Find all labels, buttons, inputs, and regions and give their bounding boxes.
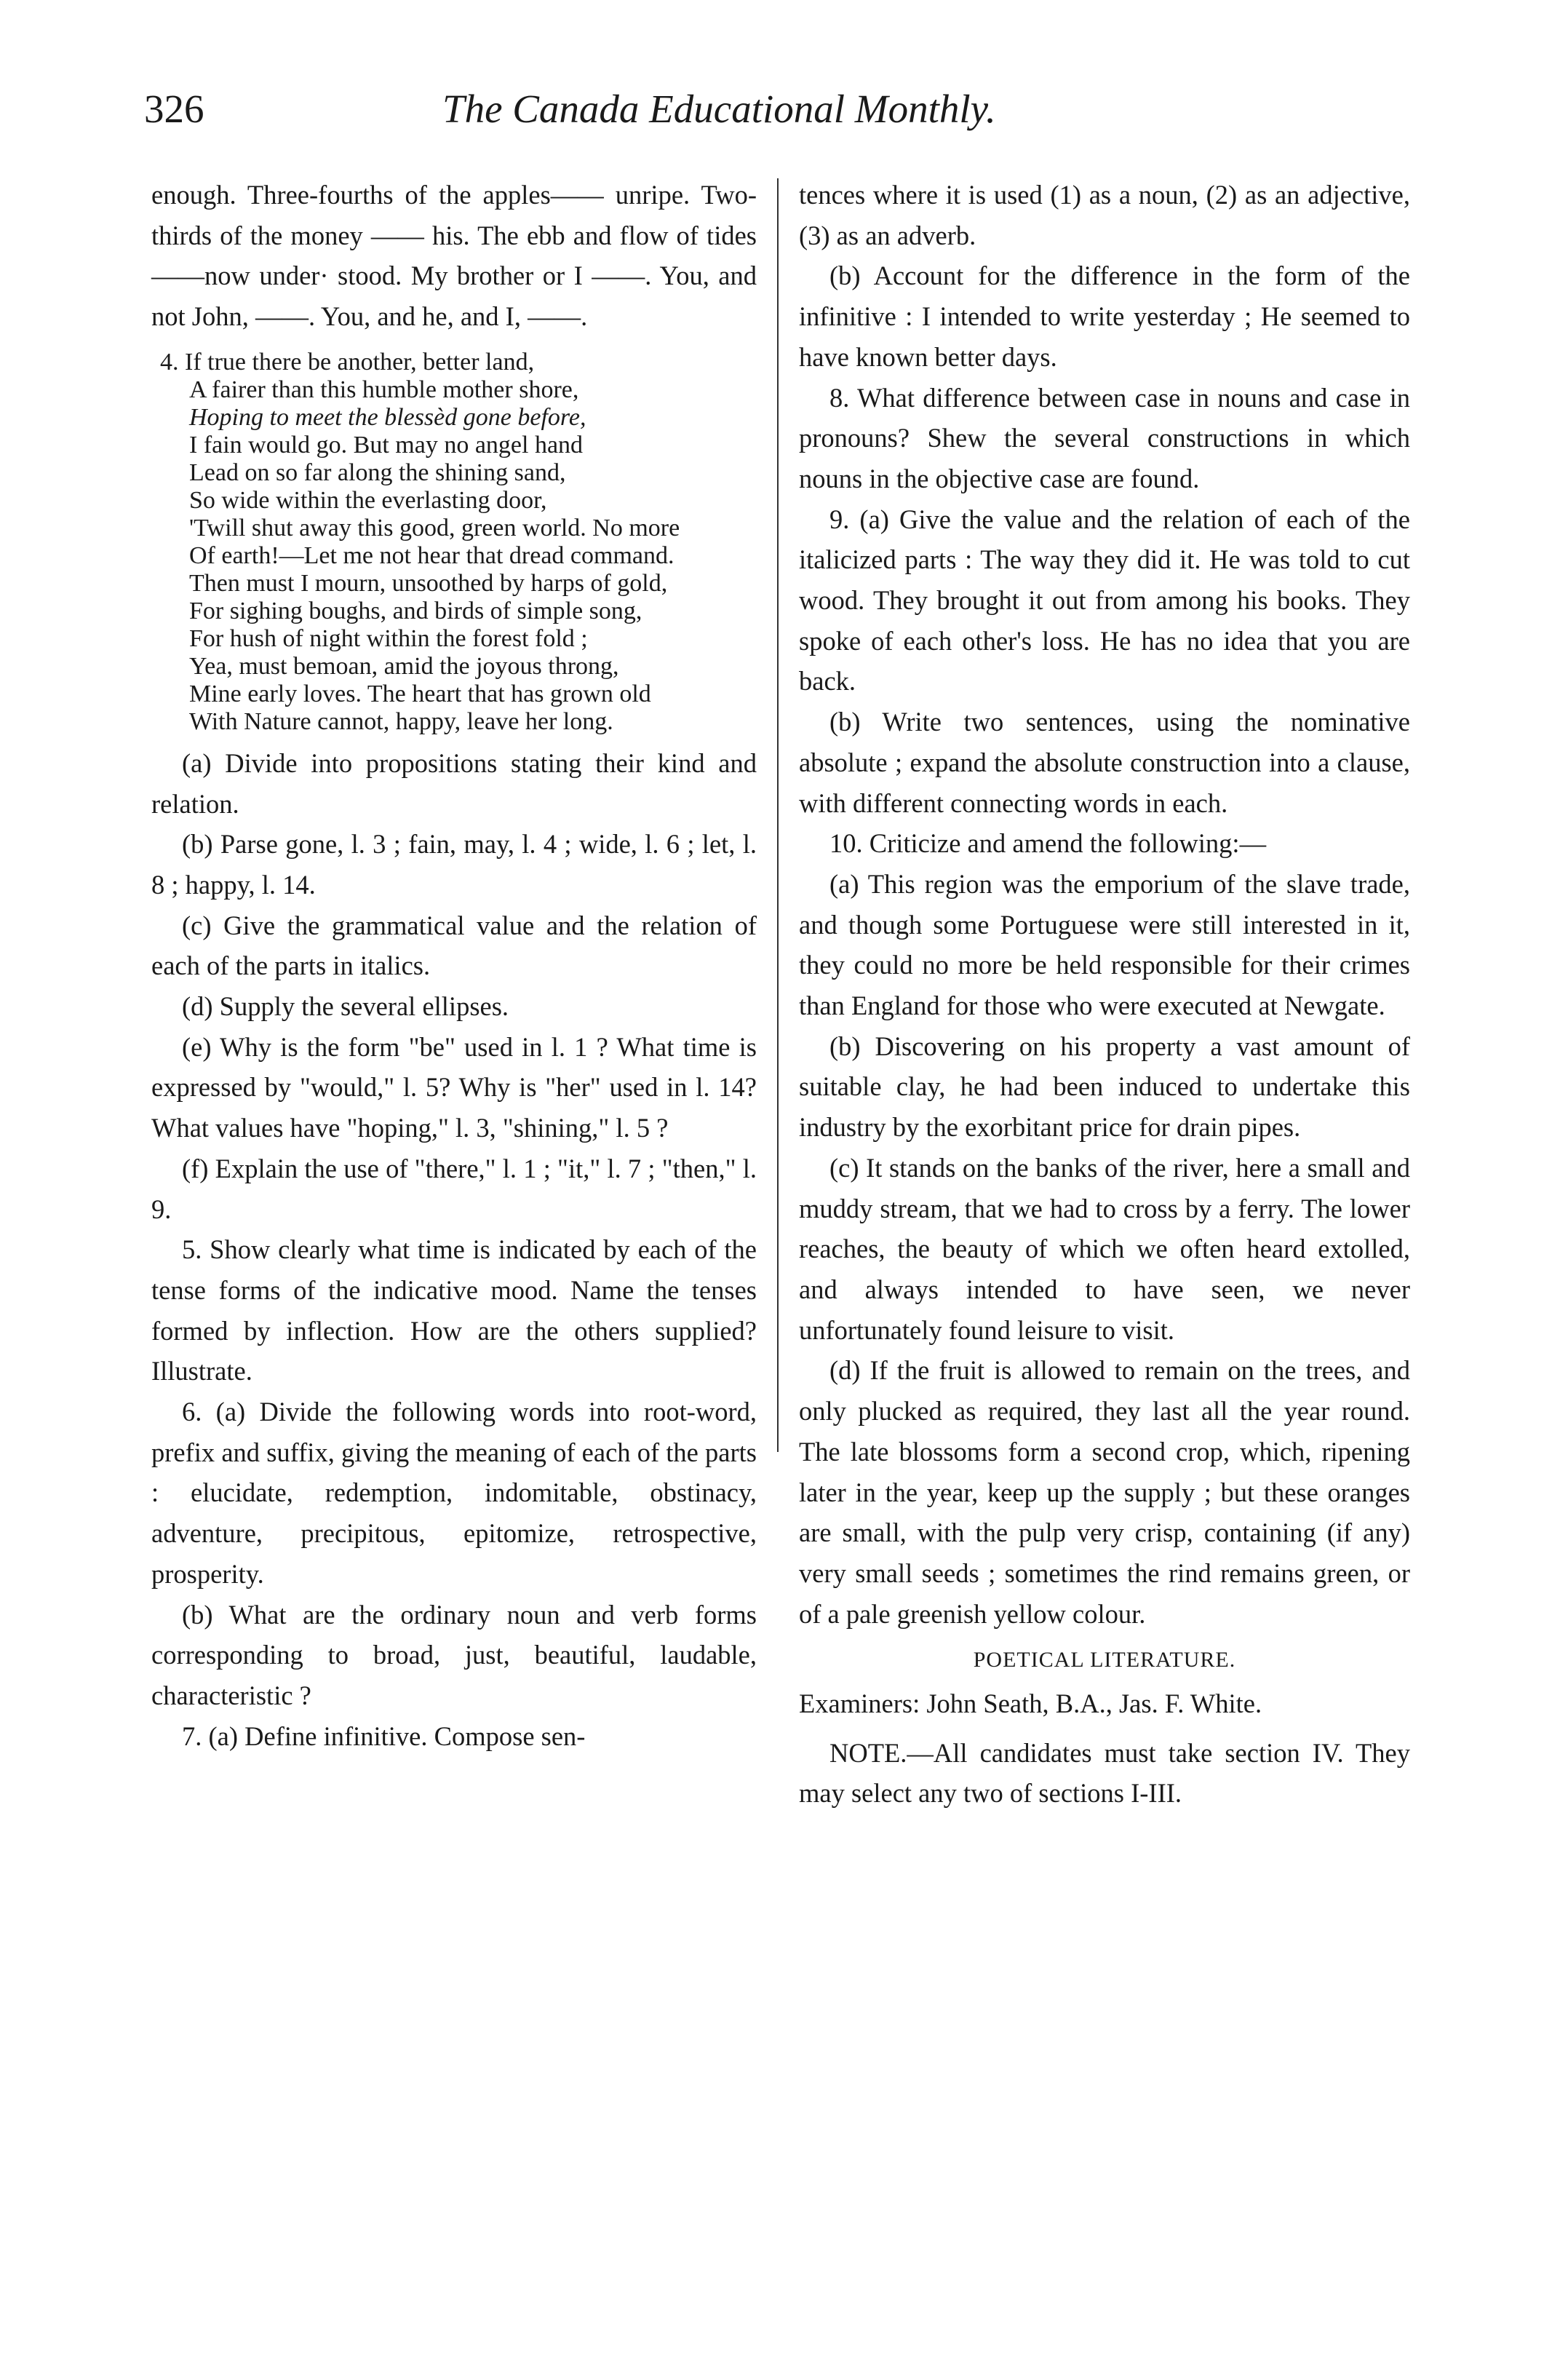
page-number: 326	[144, 87, 204, 131]
verse-line: I fain would go. But may no angel hand	[189, 431, 584, 459]
page-header	[144, 86, 1083, 144]
question-4f: (f) Explain the use of "there," l. 1 ; "it," l. 7 ; "then," l. 9.	[151, 1153, 757, 1224]
verse-line: So wide within the everlasting door,	[189, 486, 547, 514]
question-10: 10. Criticize and amend the following:—	[829, 828, 1267, 859]
question-4e: (e) Why is the form "be" used in l. 1 ? What time is expressed by "would," l. 5? Why is "her" used in l. 14? What values have "hoping," l. 3, "shining," l. 5 ?	[151, 1031, 757, 1143]
question-8: 8. What difference between case in nouns and case in pronouns? Shew the several constructions in which nouns in the objective case are found.	[799, 382, 1410, 493]
verse-line: Hoping to meet the blessèd gone before,	[189, 403, 586, 431]
note: NOTE.—All candidates must take section IV. They may select any two of sections I-III.	[799, 1737, 1410, 1809]
question-7-continued: tences where it is used (1) as a noun, (2) as an adjective, (3) as an adverb.	[799, 180, 1410, 250]
question-4a: (a) Divide into propositions stating their kind and relation.	[151, 747, 757, 819]
paragraph-enough: enough. Three-fourths of the apples—— unripe. Two-thirds of the money —— his. The ebb and flow of tides——now under· stood. My brother or I ——. You, and not John, ——. You, and he, and I, ——.	[151, 180, 757, 332]
question-4c: (c) Give the grammatical value and the relation of each of the parts in italics.	[151, 910, 757, 981]
question-9a: 9. (a) Give the value and the relation of each of the italicized parts : The way they did it. He was told to cut wood. They brought it out from among his books. They spoke of each other's loss. He has no idea that you are back.	[799, 504, 1410, 697]
question-4d: (d) Supply the several ellipses.	[182, 991, 509, 1022]
verse-line: A fairer than this humble mother shore,	[189, 376, 579, 403]
verse-line: 4. If true there be another, better land,	[160, 348, 535, 376]
question-7b: (b) Account for the difference in the form of the infinitive : I intended to write yesterday ; He seemed to have known better days.	[799, 261, 1410, 372]
question-6b: (b) What are the ordinary noun and verb forms corresponding to broad, just, beautiful, laudable, characteristic ?	[151, 1599, 757, 1710]
column-divider	[777, 178, 779, 1452]
question-5: 5. Show clearly what time is indicated by each of the tense forms of the indicative mood. Name the tenses formed by inflection. How are the others supplied? Illustrate.	[151, 1234, 757, 1386]
question-6a: 6. (a) Divide the following words into root-word, prefix and suffix, giving the meaning of each of the parts : elucidate, redemption, indomitable, obstinacy, adventure, precipitous, epitomize, retrospective, prosperity.	[151, 1397, 757, 1589]
journal-title: The Canada Educational Monthly.	[442, 87, 996, 131]
examiners-line: Examiners: John Seath, B.A., Jas. F. White.	[799, 1689, 1262, 1719]
question-4b: (b) Parse gone, l. 3 ; fain, may, l. 4 ; wide, l. 6 ; let, l. 8 ; happy, l. 14.	[151, 829, 757, 900]
verse-line: 'Twill shut away this good, green world. No more	[189, 514, 680, 541]
question-4-verse	[151, 349, 757, 736]
question-10c: (c) It stands on the banks of the river, here a small and muddy stream, that we had to cross by a ferry. The lower reaches, the beauty of which we often heard extolled, and always intended to have seen, we never unfortunately found leisure to visit.	[799, 1152, 1410, 1345]
question-10a: (a) This region was the emporium of the slave trade, and though some Portuguese were still interested in it, they could no more be held responsible for their crimes than England for those who were executed at Newgate.	[799, 868, 1410, 1021]
verse-line: Yea, must bemoan, amid the joyous throng,	[189, 652, 619, 680]
right-column	[799, 175, 1410, 1814]
question-number: 4.	[160, 348, 179, 376]
question-9b: (b) Write two sentences, using the nominative absolute ; expand the absolute construction into a clause, with different connecting words in each.	[799, 707, 1410, 818]
left-column	[151, 175, 757, 1756]
verse-line: Then must I mourn, unsoothed by harps of gold,	[189, 569, 668, 597]
verse-line: For sighing boughs, and birds of simple song,	[189, 597, 642, 624]
question-10d: (d) If the fruit is allowed to remain on the trees, and only plucked as required, they last all the year round. The late blossoms form a second crop, which, ripening later in the year, keep up the supply ; but these oranges are small, with the pulp very crisp, containing (if any) very small seeds ; sometimes the rind remains green, or of a pale greenish yellow colour.	[799, 1355, 1410, 1629]
question-10b: (b) Discovering on his property a vast amount of suitable clay, he had been induced to undertake this industry by the exorbitant price for drain pipes.	[799, 1031, 1410, 1143]
verse-line: With Nature cannot, happy, leave her long.	[189, 707, 613, 735]
section-heading: POETICAL LITERATURE.	[973, 1648, 1236, 1672]
question-7a: 7. (a) Define infinitive. Compose sen-	[182, 1721, 586, 1751]
verse-line: For hush of night within the forest fold ;	[189, 624, 588, 652]
verse-line: Of earth!—Let me not hear that dread command.	[189, 541, 674, 569]
verse-line: Lead on so far along the shining sand,	[189, 459, 566, 486]
verse-line: Mine early loves. The heart that has grown old	[189, 680, 651, 707]
